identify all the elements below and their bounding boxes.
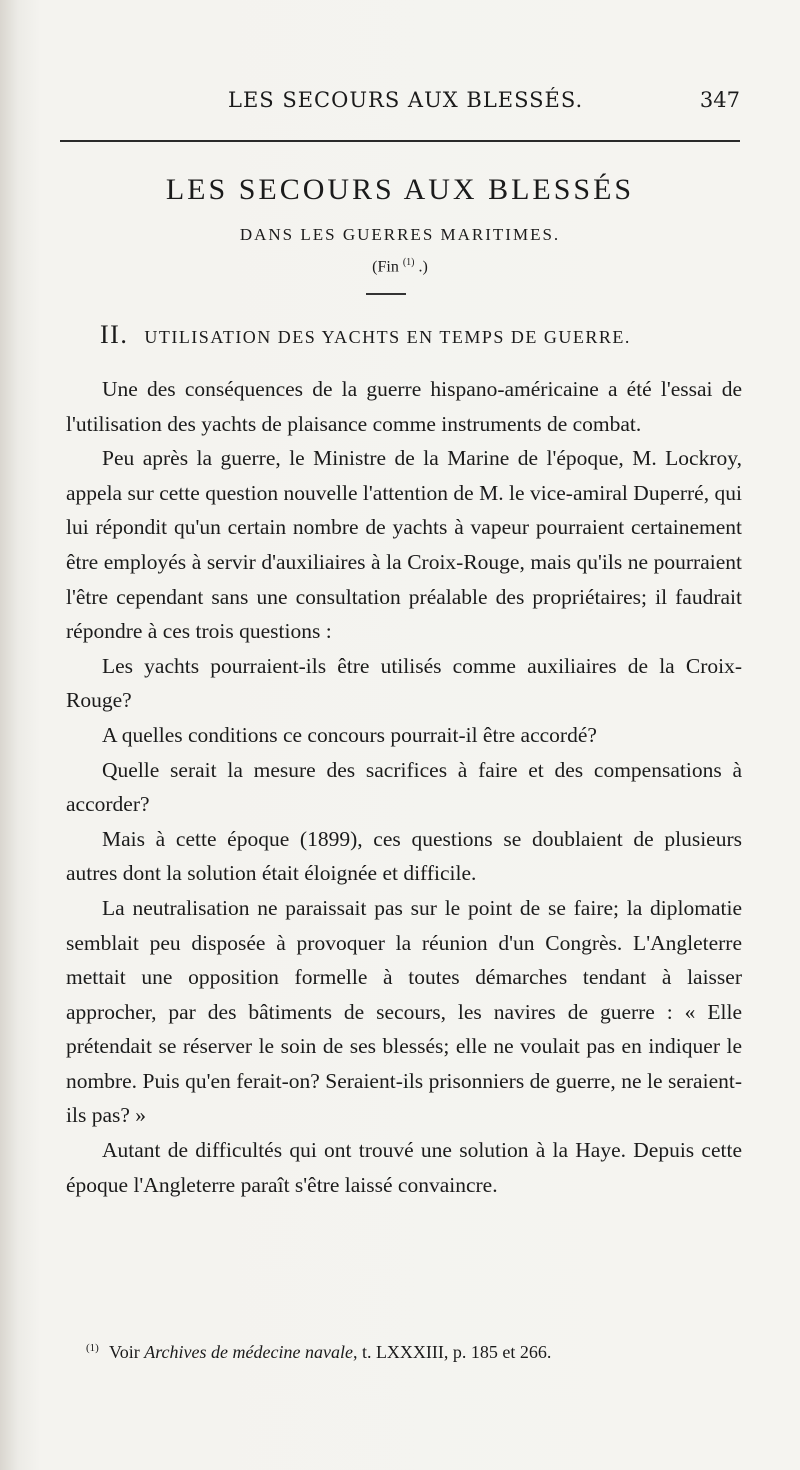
article-title: LES SECOURS AUX BLESSÉS [165, 173, 635, 206]
footnote-prefix: Voir [109, 1342, 140, 1362]
header-rule [60, 140, 740, 142]
note-reference: (1) [402, 257, 415, 268]
running-title: LES SECOURS AUX BLESSÉS. [228, 88, 584, 112]
section-numeral: II. [100, 320, 129, 349]
paragraph: Les yachts pourraient-ils être utilisés comme auxiliaires de la Croix-Rouge? [66, 653, 742, 713]
note-suffix: .) [418, 258, 428, 276]
paragraph: A quelles conditions ce concours pourrait-il être accordé? [102, 722, 597, 747]
footnote [86, 1342, 746, 1363]
section-title: UTILISATION DES YACHTS EN TEMPS DE GUERRE. [144, 327, 631, 347]
paragraph: Autant de difficultés qui ont trouvé une solution à la Haye. Depuis cette époque l'Angleterre paraît s'être laissé convaincre. [66, 1138, 742, 1197]
footnote-suffix: , t. LXXXIII, p. 185 et 266. [352, 1342, 552, 1362]
running-head [150, 88, 740, 118]
paragraph: Une des conséquences de la guerre hispano-américaine a été l'essai de l'utilisation des yachts de plaisance comme instruments de combat. [66, 377, 742, 436]
note-prefix: (Fin [372, 258, 399, 276]
article-continuation-note [60, 257, 740, 276]
section-heading [100, 320, 740, 350]
page-number: 347 [699, 88, 740, 112]
paragraph: Peu après la guerre, le Ministre de la Marine de l'époque, M. Lockroy, appela sur cette question nouvelle l'attention de M. le vice-amiral Duperré, qui lui répondit qu'un certain nombre de yachts à vapeur pourraient certainement être employés à servir d'auxiliaires à la Croix-Rouge, mais qu'ils ne pourraient l'être cependant sans une consultation préalable des propriétaires; il faudrait répondre à ces trois questions : [66, 446, 742, 644]
paragraph: La neutralisation ne paraissait pas sur le point de se faire; la diplomatie semblait peu disposée à provoquer la réunion d'un Congrès. L'Angleterre mettait une opposition formelle à toutes démarches tendant à laisser approcher, par des bâtiments de secours, les navires de guerre : « Elle prétendait se réserver le soin de ses blessés; elle ne voulait pas en indiquer le nombre. Puis qu'en ferait-on? Seraient-ils prisonniers de guerre, ne le seraient-ils pas? » [66, 895, 742, 1128]
footnote-marker: (1) [86, 1342, 99, 1354]
paragraph: Mais à cette époque (1899), ces questions se doublaient de plusieurs autres dont la solution était éloignée et difficile. [66, 826, 742, 886]
paragraph: Quelle serait la mesure des sacrifices à faire et des compensations à accorder? [66, 757, 742, 817]
body-text [66, 372, 742, 1202]
title-divider [366, 293, 406, 295]
footnote-source: Archives de médecine navale [144, 1342, 353, 1362]
article-subtitle: DANS LES GUERRES MARITIMES. [239, 225, 561, 244]
